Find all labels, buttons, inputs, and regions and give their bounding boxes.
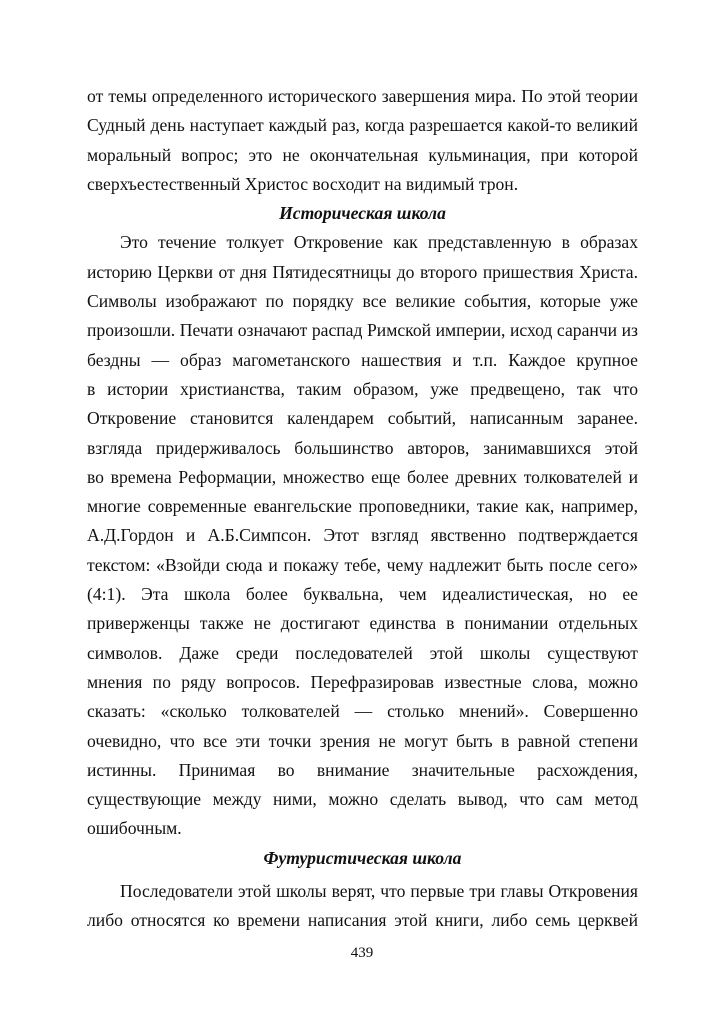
- text-line: приверженцы также не достигают единства в понимании отдельных: [87, 613, 638, 634]
- section-heading-futurist: Футуристическая школа: [263, 847, 462, 868]
- text-line: в истории христианства, таким образом, уже предвещено, так что: [87, 378, 638, 399]
- section-heading-historical: Историческая школа: [279, 203, 446, 224]
- paragraph-1: [87, 82, 638, 199]
- paragraph-3: [87, 877, 638, 936]
- text-line: во времена Реформации, множество еще более древних толкователей и: [87, 466, 638, 487]
- text-line: историю Церкви от дня Пятидесятницы до второго пришествия Христа.: [87, 261, 638, 282]
- paragraph-2: [87, 228, 638, 843]
- text-line: текстом: «Взойди сюда и покажу тебе, чему надлежит быть после сего»: [87, 554, 638, 575]
- text-line: Судный день наступает каждый раз, когда разрешается какой-то великий: [87, 115, 638, 136]
- text-line: сказать: «сколько толкователей — столько мнений». Совершенно: [87, 701, 638, 722]
- text-line: Это течение толкует Откровение как представленную в образах: [120, 232, 638, 253]
- text-line: символов. Даже среди последователей этой школы существуют: [87, 642, 638, 663]
- text-line: произошли. Печати означают распад Римской империи, исход саранчи из: [87, 320, 638, 341]
- text-line: мнения по ряду вопросов. Перефразировав известные слова, можно: [87, 671, 638, 692]
- text-line: истинны. Принимая во внимание значительные расхождения,: [87, 759, 638, 780]
- text-line: А.Д.Гордон и А.Б.Симпсон. Этот взгляд явственно подтверждается: [87, 525, 638, 546]
- text-line: взгляда придерживалось большинство авторов, занимавшихся этой: [87, 437, 638, 458]
- text-line: Символы изображают по порядку все великие события, которые уже: [87, 291, 638, 312]
- text-line: (4:1). Эта школа более буквальна, чем идеалистическая, но ее: [87, 584, 638, 605]
- text-line: либо относятся ко времени написания этой книги, либо семь церквей: [87, 910, 638, 931]
- text-line: сверхъестественный Христос восходит на видимый трон.: [87, 173, 519, 194]
- text-line: многие современные евангельские проповедники, такие как, например,: [87, 496, 638, 517]
- text-line: ошибочным.: [87, 818, 182, 839]
- text-line: моральный вопрос; это не окончательная кульминация, при которой: [87, 144, 638, 165]
- document-page: [87, 82, 638, 936]
- text-line: от темы определенного исторического завершения мира. По этой теории: [87, 86, 638, 106]
- text-line: очевидно, что все эти точки зрения не могут быть в равной степени: [87, 730, 638, 751]
- text-line: Откровение становится календарем событий, написанным заранее.: [87, 408, 638, 429]
- text-line: бездны — образ магометанского нашествия и т.п. Каждое крупное: [87, 349, 638, 370]
- page-number: 439: [350, 945, 374, 961]
- text-line: Последователи этой школы верят, что первые три главы Откровения: [120, 881, 638, 902]
- text-line: существующие между ними, можно сделать вывод, что сам метод: [87, 789, 638, 810]
